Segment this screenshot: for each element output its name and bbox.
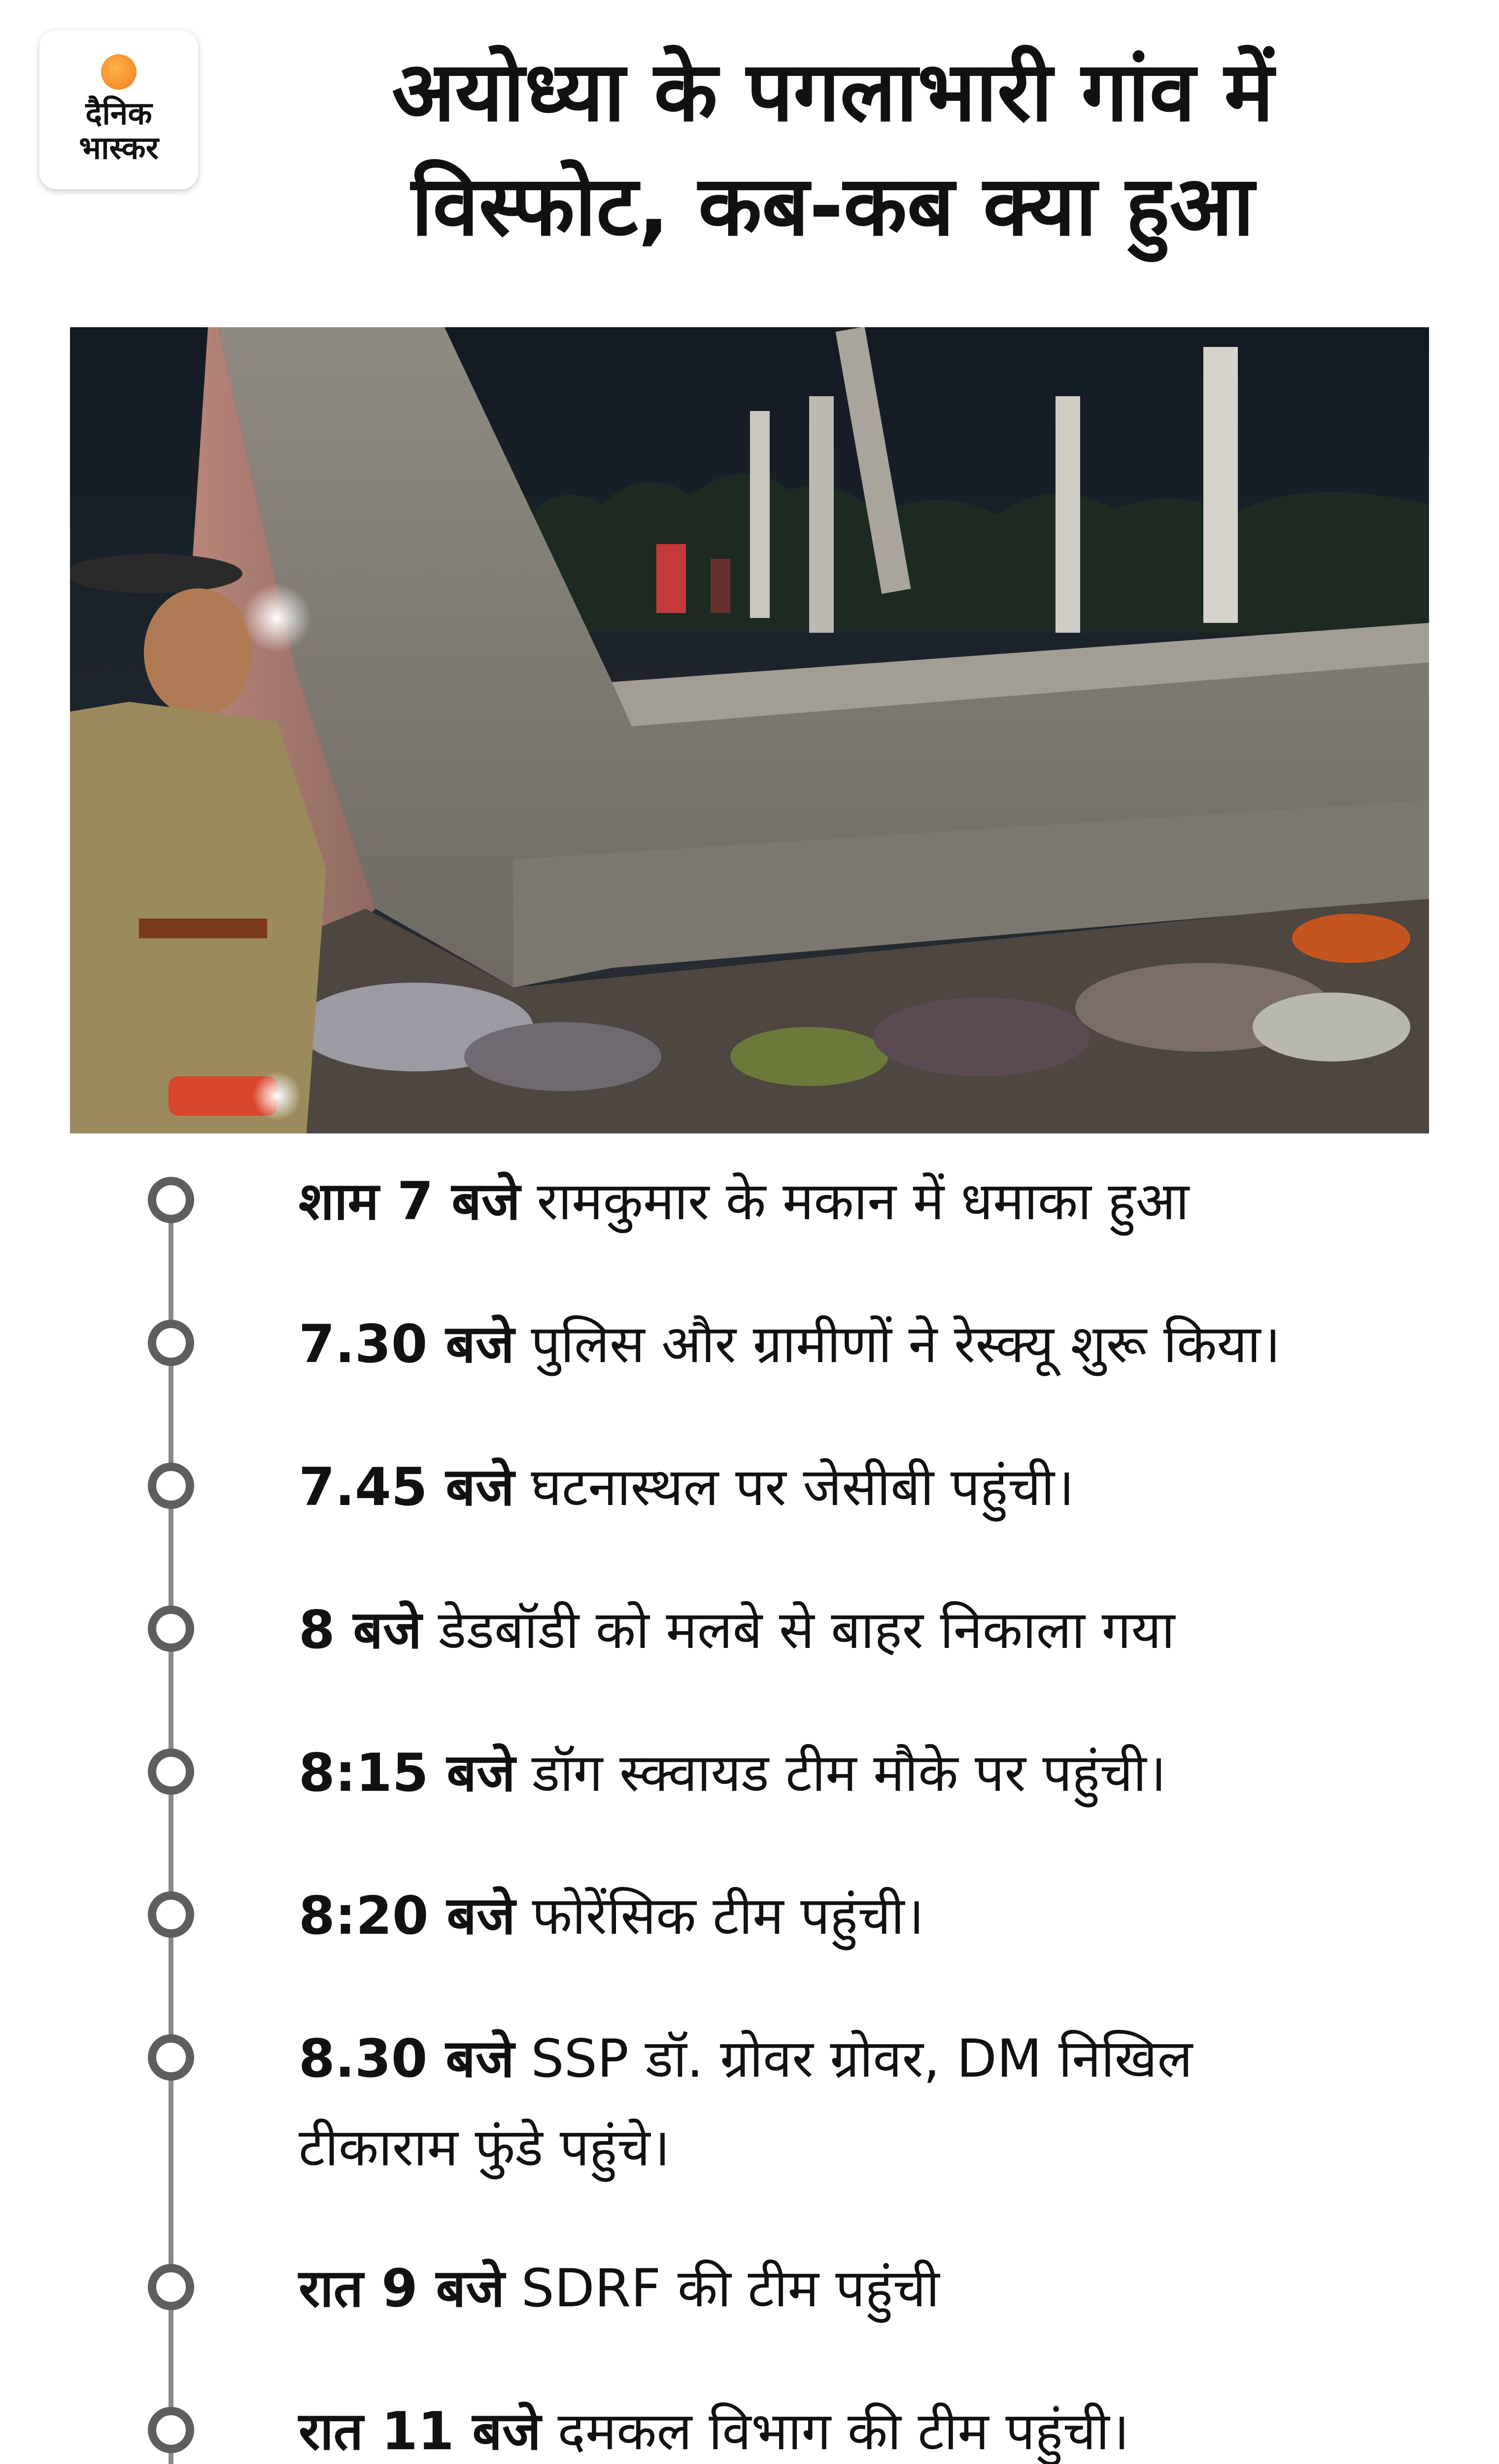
timeline-dot-icon — [148, 1748, 194, 1795]
timeline-event: रामकुमार के मकान में धमाका हुआ — [537, 1171, 1190, 1232]
timeline-dot-icon — [148, 1177, 194, 1223]
timeline-time: रात 9 बजे — [299, 2258, 505, 2319]
timeline-text — [299, 1157, 1457, 1246]
timeline-event: पुलिस और ग्रामीणों ने रेस्क्यू शुरू किया। — [531, 1314, 1281, 1374]
timeline-event: SSP डॉ. ग्रोवर ग्रोवर, DM निखिल — [531, 2028, 1193, 2089]
timeline-time: 8:20 बजे — [299, 1885, 515, 1946]
timeline-event: डेडबॉडी को मलबे से बाहर निकाला गया — [438, 1600, 1175, 1660]
timeline-time: शाम 7 बजे — [299, 1171, 520, 1232]
timeline-event: दमकल विभाग की टीम पहुंची। — [557, 2401, 1129, 2462]
timeline-dot-icon — [148, 1606, 194, 1652]
sun-icon — [101, 54, 136, 90]
timeline-time: 7.30 बजे — [299, 1314, 514, 1374]
logo-line-1: दैनिक — [85, 96, 152, 132]
timeline-time: 7.45 बजे — [299, 1457, 514, 1517]
timeline-event: डॉग स्क्वायड टीम मौके पर पहुंची। — [532, 1743, 1166, 1803]
timeline-text — [299, 2387, 1457, 2464]
timeline-text — [299, 1729, 1457, 1817]
collapsed-building-photo — [70, 327, 1429, 1133]
headline-line-2: विस्फोट, कब-कब क्या हुआ — [411, 158, 1255, 254]
timeline-time: 8.30 बजे — [299, 2028, 514, 2089]
timeline-text — [299, 2015, 1457, 2192]
timeline-event: फोरेंसिक टीम पहुंची। — [532, 1885, 924, 1946]
timeline-dot-icon — [148, 1320, 194, 1366]
timeline-time: 8:15 बजे — [299, 1743, 515, 1803]
timeline-event: घटनास्थल पर जेसीबी पहुंची। — [531, 1457, 1075, 1517]
timeline-text — [299, 1300, 1457, 1389]
timeline-text — [299, 1586, 1457, 1675]
timeline-dot-icon — [148, 1463, 194, 1509]
headline — [232, 34, 1434, 263]
timeline-event: SDRF की टीम पहुंची — [521, 2258, 940, 2319]
logo-line-2: भास्कर — [79, 130, 159, 167]
timeline-dot-icon — [148, 2264, 194, 2310]
timeline-dot-icon — [148, 1891, 194, 1938]
timeline-time: रात 11 बजे — [299, 2401, 541, 2462]
timeline-text — [299, 1443, 1457, 1532]
timeline-text — [299, 2244, 1457, 2333]
timeline-time: 8 बजे — [299, 1600, 422, 1660]
dainik-bhaskar-logo — [39, 31, 198, 189]
headline-line-1: अयोध्या के पगलाभारी गांव में — [392, 43, 1274, 140]
timeline-dot-icon — [148, 2407, 194, 2453]
timeline-dot-icon — [148, 2034, 194, 2081]
timeline-event-line-2: टीकाराम फुंडे पहुंचे। — [299, 2117, 670, 2178]
timeline-text — [299, 1872, 1457, 1960]
